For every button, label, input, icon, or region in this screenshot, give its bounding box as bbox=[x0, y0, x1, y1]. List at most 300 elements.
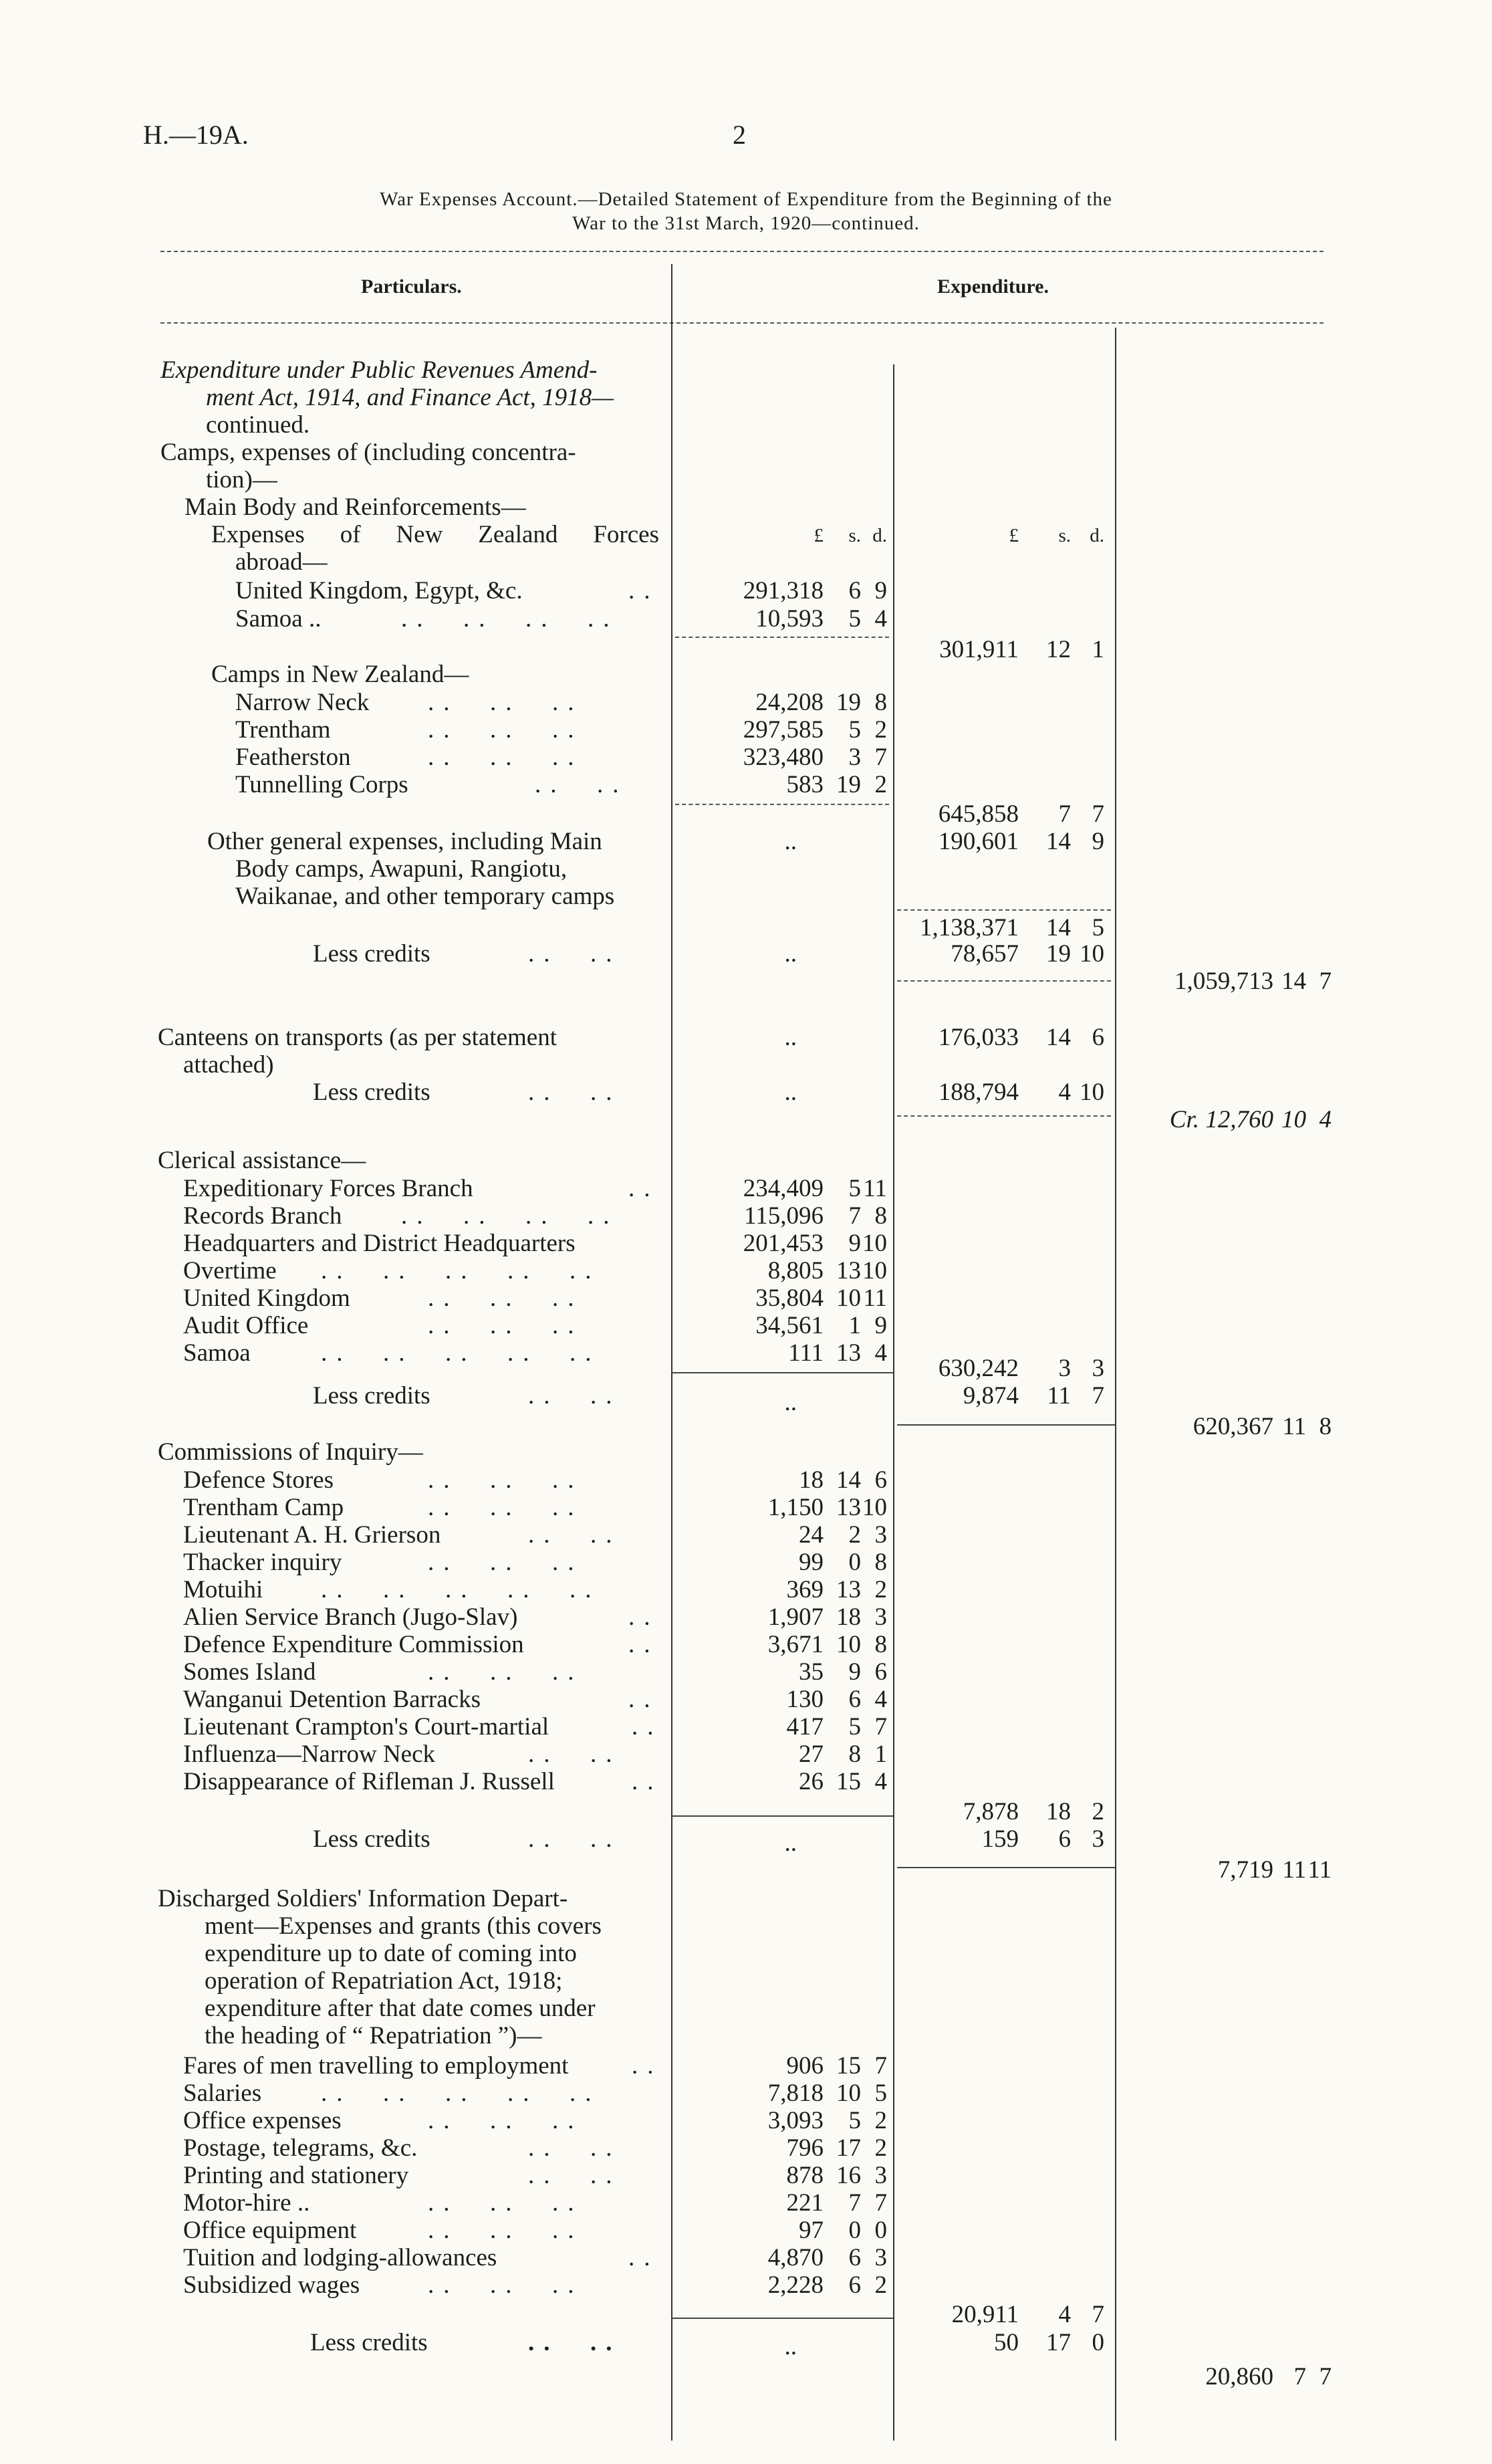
discharged-less-credits-row bbox=[0, 2328, 1492, 2360]
particulars-column-header: Particulars. bbox=[361, 275, 462, 298]
row-label: Subsidized wages bbox=[183, 2271, 360, 2299]
row-label: Narrow Neck bbox=[235, 689, 370, 716]
row-label: abroad— bbox=[235, 548, 328, 576]
amount-pence: 6 bbox=[874, 1466, 887, 1494]
row-label: Trentham Camp bbox=[183, 1494, 344, 1521]
intro-heading-line2 bbox=[0, 383, 1492, 411]
row-label: the heading of “ Repatriation ”)— bbox=[205, 2022, 542, 2049]
amount-shillings: 14 bbox=[1046, 828, 1071, 855]
camps-subtotal-row bbox=[0, 913, 1492, 941]
amount-shillings: 6 bbox=[848, 577, 861, 604]
table-row bbox=[0, 2051, 1492, 2080]
amount-shillings: 3 bbox=[848, 744, 861, 771]
table-row bbox=[0, 2216, 1492, 2244]
amount-shillings: 7 bbox=[848, 2189, 861, 2217]
leader-dots: .. .. .. .. bbox=[401, 605, 619, 633]
leader-dots: .. .. .. bbox=[428, 2217, 584, 2244]
amount-pounds: 620,367 bbox=[1193, 1413, 1273, 1440]
table-row bbox=[0, 688, 1492, 716]
amount-pounds: 111 bbox=[788, 1339, 824, 1367]
leader-dots: .. .. .. bbox=[428, 716, 584, 744]
row-label: expenditure up to date of coming into bbox=[205, 1940, 577, 1967]
row-label: Expenses of New Zealand Forces bbox=[211, 521, 659, 548]
table-row bbox=[0, 1229, 1492, 1257]
leader-dots: .. .. .. .. bbox=[401, 1202, 619, 1230]
amount-pounds: 190,601 bbox=[938, 828, 1019, 855]
amount-pence: 7 bbox=[874, 2052, 887, 2080]
amount-shillings: 19 bbox=[836, 689, 861, 716]
abroad-total-row bbox=[0, 635, 1492, 663]
amount-pence: 2 bbox=[874, 2107, 887, 2134]
row-label: Office equipment bbox=[183, 2217, 357, 2244]
expenditure-column-header: Expenditure. bbox=[937, 275, 1049, 298]
amount-pence: 0 bbox=[1092, 2329, 1104, 2356]
amount-shillings: 15 bbox=[836, 2052, 861, 2080]
table-row bbox=[0, 1466, 1492, 1494]
amount-pence: 9 bbox=[874, 1312, 887, 1339]
leader-dots: .. .. .. bbox=[428, 2189, 584, 2217]
leader-dots: .. .. .. bbox=[428, 1494, 584, 1521]
amount-pence: 4 bbox=[874, 1339, 887, 1367]
table-row bbox=[0, 1521, 1492, 1549]
leader-dots: .. bbox=[628, 1686, 660, 1713]
amount-shillings: 13 bbox=[836, 1494, 861, 1521]
row-label: Less credits bbox=[313, 1825, 430, 1853]
table-row bbox=[0, 770, 1492, 798]
amount-pounds: 583 bbox=[786, 771, 824, 798]
amount-pounds: 7,719 bbox=[1217, 1856, 1273, 1884]
amount-pounds: 4,870 bbox=[767, 2244, 824, 2271]
amount-pounds: 291,318 bbox=[743, 577, 824, 604]
table-row bbox=[0, 2271, 1492, 2299]
amount-pence: 10 bbox=[862, 1494, 887, 1521]
amount-pounds: 27 bbox=[799, 1741, 824, 1768]
amount-shillings: 5 bbox=[848, 716, 861, 744]
leader-dots: .. .. bbox=[528, 1382, 622, 1410]
amount-pounds: 906 bbox=[786, 2052, 824, 2080]
row-label: Overtime bbox=[183, 1257, 277, 1284]
amount-pounds: Cr. 12,760 bbox=[1169, 1106, 1273, 1133]
leader-dots: .. bbox=[632, 2052, 663, 2080]
leader-dots: .. .. .. bbox=[428, 1466, 584, 1494]
discharged-net-row bbox=[0, 2362, 1492, 2390]
table-row bbox=[0, 576, 1492, 604]
amount-shillings: 8 bbox=[848, 1741, 861, 1768]
amount-pounds: 35,804 bbox=[755, 1284, 824, 1312]
unit-pence: d. bbox=[872, 525, 887, 546]
leader-dots: .. .. .. bbox=[428, 1549, 584, 1576]
amount-pence: 8 bbox=[874, 689, 887, 716]
amount-pounds: 8,805 bbox=[767, 1257, 824, 1284]
leader-dots: .. .. .. bbox=[428, 744, 584, 771]
inquiry-net-row bbox=[0, 1856, 1492, 1884]
leader-dots: .. .. bbox=[528, 2162, 622, 2189]
leader-dots: .. .. bbox=[528, 1521, 622, 1549]
amount-pounds: 7,818 bbox=[767, 2080, 824, 2107]
amount-pence: 1 bbox=[1092, 636, 1104, 663]
discharged-heading-line2 bbox=[0, 1912, 1492, 1940]
main-body-heading bbox=[0, 493, 1492, 521]
amount-pence: 7 bbox=[874, 2189, 887, 2217]
amount-pence: 3 bbox=[1092, 1355, 1104, 1382]
table-row bbox=[0, 1603, 1492, 1631]
leader-dots: .. .. bbox=[528, 1741, 622, 1768]
leader-dots: .. .. .. .. .. bbox=[321, 2080, 601, 2107]
amount-pence: 4 bbox=[874, 605, 887, 633]
amount-shillings: 6 bbox=[848, 1686, 861, 1713]
amount-pounds: 3,671 bbox=[767, 1631, 824, 1658]
amount-pence: 9 bbox=[874, 577, 887, 604]
table-row bbox=[0, 2161, 1492, 2189]
amount-shillings: 10 bbox=[836, 1284, 861, 1312]
amount-pounds: 1,059,713 bbox=[1174, 968, 1273, 995]
amount-pence: 3 bbox=[874, 2162, 887, 2189]
leader-dots: .. .. .. bbox=[428, 2107, 584, 2134]
amount-pounds: 20,911 bbox=[951, 2301, 1019, 2328]
table-row bbox=[0, 1575, 1492, 1603]
other-expenses-line1 bbox=[0, 827, 1492, 855]
leader-dots: .. bbox=[784, 1079, 797, 1106]
expenses-abroad-line2 bbox=[0, 548, 1492, 576]
amount-pounds: 99 bbox=[799, 1549, 824, 1576]
row-label: Clerical assistance— bbox=[158, 1147, 366, 1174]
unit-shillings: s. bbox=[848, 525, 861, 546]
row-label: Disappearance of Rifleman J. Russell bbox=[183, 1768, 555, 1795]
row-label: Canteens on transports (as per statement bbox=[158, 1024, 557, 1051]
row-label: Body camps, Awapuni, Rangiotu, bbox=[235, 855, 568, 883]
amount-pence: 3 bbox=[874, 1521, 887, 1549]
row-label: expenditure after that date comes under bbox=[205, 1995, 596, 2022]
table-row bbox=[0, 604, 1492, 633]
amount-pence: 1 bbox=[874, 1741, 887, 1768]
intro-heading-line3 bbox=[0, 411, 1492, 439]
table-row bbox=[0, 1311, 1492, 1339]
amount-pence: 8 bbox=[1319, 1413, 1332, 1440]
amount-pence: 8 bbox=[874, 1202, 887, 1230]
amount-pence: 2 bbox=[874, 716, 887, 744]
amount-pence: 7 bbox=[1092, 2301, 1104, 2328]
leader-dots: .. .. .. .. .. bbox=[321, 1576, 601, 1603]
amount-pounds: 26 bbox=[799, 1768, 824, 1795]
row-label: Defence Expenditure Commission bbox=[183, 1631, 524, 1658]
amount-shillings: 2 bbox=[848, 1521, 861, 1549]
amount-pence: 2 bbox=[874, 2271, 887, 2299]
amount-pence: 4 bbox=[1319, 1106, 1332, 1133]
leader-dots: .. .. bbox=[528, 940, 622, 968]
amount-pounds: 417 bbox=[786, 1713, 824, 1741]
amount-pence: 2 bbox=[874, 1576, 887, 1603]
other-expenses-line2 bbox=[0, 855, 1492, 883]
row-label: continued. bbox=[206, 411, 310, 439]
amount-shillings: 11 bbox=[1047, 1382, 1071, 1410]
leader-dots: .. .. bbox=[535, 771, 628, 798]
amount-pounds: 24,208 bbox=[755, 689, 824, 716]
amount-pence: 7 bbox=[874, 744, 887, 771]
amount-pence: 11 bbox=[863, 1175, 887, 1202]
table-row bbox=[0, 1493, 1492, 1521]
amount-pounds: 1,138,371 bbox=[920, 914, 1019, 941]
canteens-heading-line1 bbox=[0, 1023, 1492, 1051]
amount-pounds: .. bbox=[784, 828, 797, 855]
camps-heading-line2 bbox=[0, 465, 1492, 493]
amount-pounds: 1,907 bbox=[767, 1603, 824, 1631]
amount-pence: 7 bbox=[1319, 2363, 1332, 2390]
intro-heading-line1 bbox=[0, 356, 1492, 384]
table-row bbox=[0, 1712, 1492, 1741]
amount-pounds: 221 bbox=[786, 2189, 824, 2217]
amount-pounds: 301,911 bbox=[939, 636, 1019, 663]
row-label: Camps, expenses of (including concentra- bbox=[160, 439, 576, 466]
leader-dots: .. .. bbox=[528, 1079, 622, 1106]
table-row bbox=[0, 1548, 1492, 1576]
amount-pounds: 115,096 bbox=[744, 1202, 824, 1230]
subtotal-rule bbox=[897, 909, 1111, 911]
discharged-heading-line3 bbox=[0, 1939, 1492, 1967]
amount-shillings: 19 bbox=[836, 771, 861, 798]
amount-pence: 7 bbox=[1319, 968, 1332, 995]
row-label: Somes Island bbox=[183, 1658, 316, 1686]
amount-pounds: 297,585 bbox=[743, 716, 824, 744]
table-row bbox=[0, 2106, 1492, 2134]
amount-pounds: 130 bbox=[786, 1686, 824, 1713]
table-row bbox=[0, 743, 1492, 771]
amount-pounds: 20,860 bbox=[1205, 2363, 1273, 2390]
amount-shillings: 4 bbox=[1058, 1079, 1071, 1106]
amount-shillings: 14 bbox=[1046, 1024, 1071, 1051]
table-row bbox=[0, 1740, 1492, 1768]
row-label: ment Act, 1914, and Finance Act, 1918— bbox=[206, 384, 614, 411]
amount-shillings: 10 bbox=[836, 1631, 861, 1658]
amount-pounds: 34,561 bbox=[755, 1312, 824, 1339]
amount-shillings: 17 bbox=[1046, 2329, 1071, 2356]
leader-dots: .. bbox=[628, 2244, 660, 2271]
table-row bbox=[0, 2243, 1492, 2271]
amount-pence: 9 bbox=[1092, 828, 1104, 855]
leader-dots: .. .. .. bbox=[428, 1658, 584, 1686]
amount-pounds: 18 bbox=[799, 1466, 824, 1494]
table-row bbox=[0, 1630, 1492, 1658]
camps-heading-line1 bbox=[0, 438, 1492, 466]
leader-dots: .. bbox=[628, 1631, 660, 1658]
row-label: United Kingdom bbox=[183, 1284, 350, 1312]
row-label: Commissions of Inquiry— bbox=[158, 1438, 423, 1466]
amount-shillings: 6 bbox=[848, 2244, 861, 2271]
leader-dots: .. .. bbox=[528, 2329, 622, 2356]
unit-shillings: s. bbox=[1058, 525, 1071, 546]
inquiry-less-credits-row bbox=[0, 1825, 1492, 1857]
amount-pence: 0 bbox=[874, 2217, 887, 2244]
header-bottom-rule bbox=[160, 322, 1324, 324]
amount-shillings: 16 bbox=[836, 2162, 861, 2189]
amount-pence: 7 bbox=[874, 1713, 887, 1741]
amount-pounds: 176,033 bbox=[938, 1024, 1019, 1051]
amount-pence: 4 bbox=[874, 1768, 887, 1795]
amount-pounds: 50 bbox=[994, 2329, 1019, 2356]
amount-shillings: 10 bbox=[1281, 1106, 1306, 1133]
leader-dots: .. bbox=[632, 1768, 663, 1795]
table-title-line1: War Expenses Account.—Detailed Statement of Expenditure from the Beginning of the bbox=[380, 189, 1112, 210]
amount-pounds: 10,593 bbox=[755, 605, 824, 633]
discharged-heading-line6 bbox=[0, 2021, 1492, 2049]
amount-shillings: 1 bbox=[848, 1312, 861, 1339]
amount-pounds: 234,409 bbox=[743, 1175, 824, 1202]
amount-pence: 2 bbox=[874, 771, 887, 798]
row-label: Salaries bbox=[183, 2080, 262, 2107]
expenses-abroad-line1 bbox=[0, 520, 1492, 548]
amount-shillings: 14 bbox=[1046, 914, 1071, 941]
row-label: tion)— bbox=[206, 466, 277, 493]
nz-total-row bbox=[0, 800, 1492, 828]
amount-pence: 10 bbox=[862, 1257, 887, 1284]
row-label: Samoa .. bbox=[235, 605, 322, 633]
amount-pounds: 24 bbox=[799, 1521, 824, 1549]
amount-shillings: 19 bbox=[1046, 940, 1071, 968]
amount-shillings: 14 bbox=[1281, 968, 1306, 995]
amount-shillings: 15 bbox=[836, 1768, 861, 1795]
row-label: Thacker inquiry bbox=[183, 1549, 342, 1576]
amount-pounds: 97 bbox=[799, 2217, 824, 2244]
amount-shillings: 6 bbox=[1058, 1825, 1071, 1853]
amount-pence: 8 bbox=[874, 1631, 887, 1658]
cell-text: War to the 31st March, 1920—continued. bbox=[572, 213, 920, 234]
amount-pence: 6 bbox=[874, 1658, 887, 1686]
amount-pence: 2 bbox=[874, 2134, 887, 2162]
amount-pence: 3 bbox=[874, 1603, 887, 1631]
leader-dots: .. .. .. .. .. bbox=[321, 1339, 601, 1367]
amount-pounds: 369 bbox=[786, 1576, 824, 1603]
amount-shillings: 11 bbox=[1282, 1413, 1306, 1440]
amount-pounds: 645,858 bbox=[938, 800, 1019, 828]
amount-shillings: 17 bbox=[836, 2134, 861, 2162]
amount-shillings: 0 bbox=[848, 2217, 861, 2244]
leader-dots: .. bbox=[628, 1175, 660, 1202]
inquiry-heading bbox=[0, 1438, 1492, 1466]
amount-pounds: 1,150 bbox=[767, 1494, 824, 1521]
row-label: Lieutenant A. H. Grierson bbox=[183, 1521, 441, 1549]
amount-pence: 10 bbox=[862, 1230, 887, 1257]
amount-shillings: 18 bbox=[1046, 1798, 1071, 1825]
amount-shillings: 14 bbox=[836, 1466, 861, 1494]
leader-dots: .. .. .. bbox=[428, 689, 584, 716]
nz-camps-heading bbox=[0, 660, 1492, 688]
row-label: Trentham bbox=[235, 716, 331, 744]
amount-shillings: 9 bbox=[848, 1658, 861, 1686]
leader-dots: .. bbox=[784, 940, 797, 968]
row-label: United Kingdom, Egypt, &c. bbox=[235, 577, 523, 604]
amount-pence: 4 bbox=[874, 1686, 887, 1713]
amount-shillings: 13 bbox=[836, 1339, 861, 1367]
row-label: Expenditure under Public Revenues Amend- bbox=[160, 356, 598, 384]
amount-shillings: 9 bbox=[848, 1230, 861, 1257]
row-label: Headquarters and District Headquarters bbox=[183, 1230, 576, 1257]
row-label: Motor-hire .. bbox=[183, 2189, 310, 2217]
leader-dots: .. .. bbox=[528, 1825, 622, 1853]
clerical-total-row bbox=[0, 1354, 1492, 1382]
amount-pounds: 159 bbox=[981, 1825, 1019, 1853]
row-label: Influenza—Narrow Neck bbox=[183, 1741, 436, 1768]
amount-pence: 3 bbox=[874, 2244, 887, 2271]
amount-shillings: 12 bbox=[1046, 636, 1071, 663]
row-label: Records Branch bbox=[183, 1202, 342, 1230]
page-number: 2 bbox=[733, 120, 746, 150]
discharged-total-row bbox=[0, 2300, 1492, 2328]
clerical-less-credits-row bbox=[0, 1381, 1492, 1416]
row-label: Alien Service Branch (Jugo-Slav) bbox=[183, 1603, 518, 1631]
amount-pence: 11 bbox=[863, 1284, 887, 1312]
amount-shillings: 0 bbox=[848, 1549, 861, 1576]
amount-pence: 7 bbox=[1092, 800, 1104, 828]
canteens-less-credits-row bbox=[0, 1078, 1492, 1106]
amount-pounds: 323,480 bbox=[743, 744, 824, 771]
leader-dots: .. bbox=[784, 1389, 797, 1416]
amount-pounds: 35 bbox=[799, 1658, 824, 1686]
amount-pounds: 201,453 bbox=[743, 1230, 824, 1257]
table-row bbox=[0, 1658, 1492, 1686]
row-label: Motuihi bbox=[183, 1576, 263, 1603]
row-label: Waikanae, and other temporary camps bbox=[235, 883, 615, 910]
table-row bbox=[0, 1202, 1492, 1230]
row-label: Expeditionary Forces Branch bbox=[183, 1175, 473, 1202]
table-row bbox=[0, 2079, 1492, 2107]
table-row bbox=[0, 2189, 1492, 2217]
amount-pounds: 3,093 bbox=[767, 2107, 824, 2134]
row-label: Other general expenses, including Main bbox=[207, 828, 602, 855]
row-label: Printing and stationery bbox=[183, 2162, 409, 2189]
inquiry-total-row bbox=[0, 1797, 1492, 1825]
amount-pence: 5 bbox=[874, 2080, 887, 2107]
row-label: Audit Office bbox=[183, 1312, 309, 1339]
camps-less-credits-row bbox=[0, 939, 1492, 968]
discharged-heading-line4 bbox=[0, 1967, 1492, 1995]
leader-dots: .. bbox=[784, 1024, 797, 1051]
leader-dots: .. bbox=[628, 577, 660, 604]
row-label: Less credits bbox=[313, 1382, 430, 1410]
amount-shillings: 4 bbox=[1058, 2301, 1071, 2328]
amount-shillings: 5 bbox=[848, 1175, 861, 1202]
table-row bbox=[0, 1174, 1492, 1202]
amount-shillings: 10 bbox=[836, 2080, 861, 2107]
discharged-heading-line5 bbox=[0, 1994, 1492, 2022]
unit-pounds: £ bbox=[1009, 525, 1019, 546]
amount-pence: 2 bbox=[1092, 1798, 1104, 1825]
row-label: Lieutenant Crampton's Court-martial bbox=[183, 1713, 549, 1741]
row-label: Featherston bbox=[235, 744, 351, 771]
amount-shillings: 7 bbox=[848, 1202, 861, 1230]
leader-dots: .. .. bbox=[528, 2134, 622, 2162]
row-label: Tuition and lodging-allowances bbox=[183, 2244, 497, 2271]
document-code: H.—19A. bbox=[143, 120, 249, 150]
amount-pounds: 796 bbox=[786, 2134, 824, 2162]
amount-shillings: 5 bbox=[848, 1713, 861, 1741]
amount-pounds: 78,657 bbox=[951, 940, 1019, 968]
amount-pence: 3 bbox=[1092, 1825, 1104, 1853]
leader-dots: .. bbox=[632, 1713, 663, 1741]
canteens-heading-line2 bbox=[0, 1050, 1492, 1079]
amount-shillings: 13 bbox=[836, 1576, 861, 1603]
row-label: Main Body and Reinforcements— bbox=[184, 493, 526, 521]
table-row bbox=[0, 1284, 1492, 1312]
leader-dots: .. .. .. .. .. bbox=[321, 1257, 601, 1284]
row-label: attached) bbox=[183, 1051, 274, 1079]
row-label: Samoa bbox=[183, 1339, 251, 1367]
amount-pounds: 188,794 bbox=[938, 1079, 1019, 1106]
clerical-heading bbox=[0, 1146, 1492, 1174]
amount-pence: 7 bbox=[1092, 1382, 1104, 1410]
other-expenses-line3 bbox=[0, 882, 1492, 910]
row-label: Wanganui Detention Barracks bbox=[183, 1686, 481, 1713]
amount-pence: 11 bbox=[1308, 1856, 1332, 1884]
amount-pounds: 630,242 bbox=[938, 1355, 1019, 1382]
